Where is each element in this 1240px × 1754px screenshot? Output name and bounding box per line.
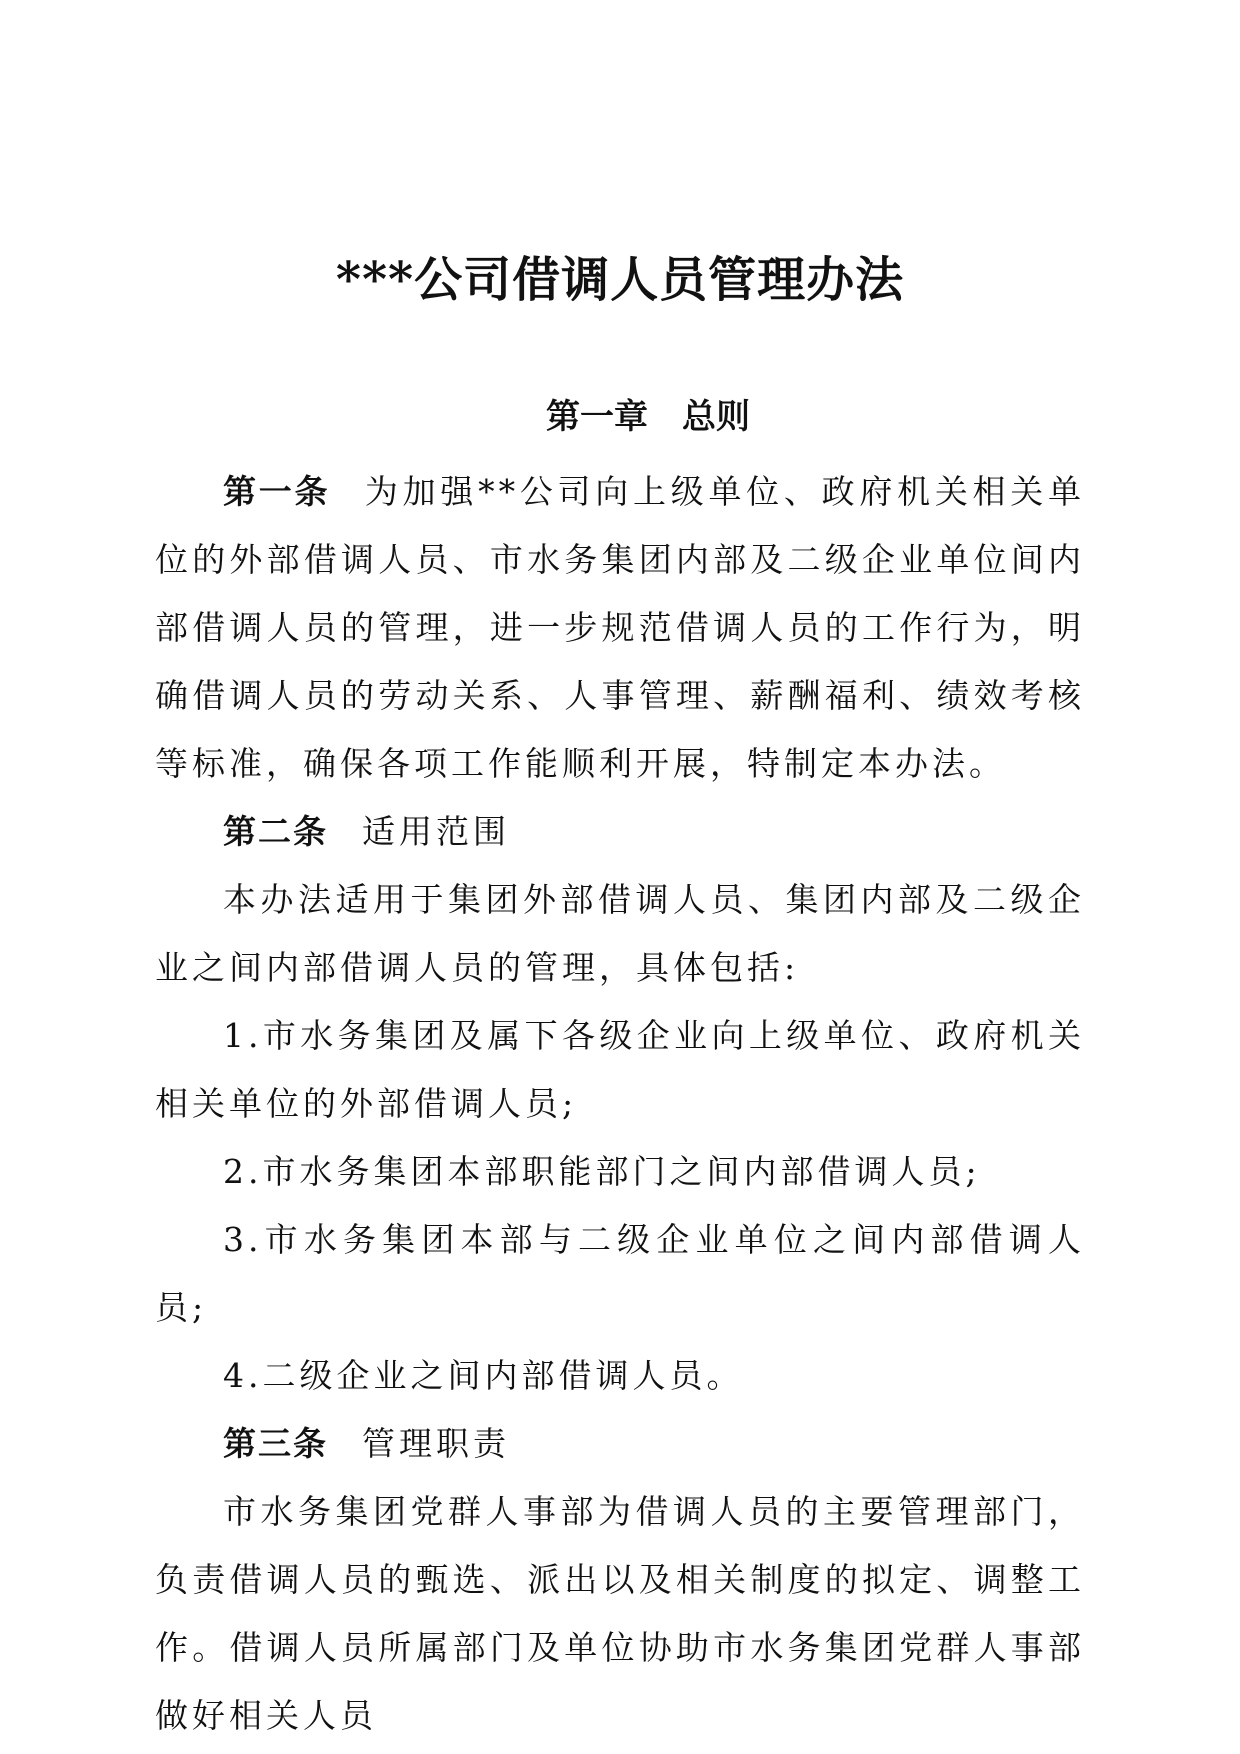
article-3-text: 管理职责 xyxy=(362,1424,510,1463)
document-title: ***公司借调人员管理办法 xyxy=(335,252,905,308)
article-1-text: 为加强**公司向上级单位、政府机关相关单位的外部借调人员、市水务集团内部及二级企业单位间内部借调人员的管理，进一步规范借调人员的工作行为，明确借调人员的劳动关系、人事管理、薪酬福利、绩效考核等标准，确保各项工作能顺利开展，特制定本办法。 xyxy=(155,472,1086,783)
scope-item-4: 4.二级企业之间内部借调人员。 xyxy=(223,1356,744,1395)
article-2 xyxy=(155,798,1085,866)
article-1 xyxy=(155,458,1085,798)
scope-item-1: 1.市水务集团及属下各级企业向上级单位、政府机关相关单位的外部借调人员; xyxy=(155,1016,1085,1123)
duty-paragraph: 市水务集团党群人事部为借调人员的主要管理部门，负责借调人员的甄选、派出以及相关制度的拟定、调整工作。借调人员所属部门及单位协助市水务集团党群人事部做好相关人员 xyxy=(155,1492,1085,1735)
article-3 xyxy=(155,1410,1085,1478)
chapter-name: 总则 xyxy=(682,397,750,437)
article-1-label: 第一条 xyxy=(223,472,331,511)
article-2-text: 适用范围 xyxy=(362,812,510,851)
article-3-label: 第三条 xyxy=(223,1424,328,1463)
chapter-heading xyxy=(0,395,1240,439)
document-body xyxy=(155,458,1085,1750)
scope-intro-paragraph: 本办法适用于集团外部借调人员、集团内部及二级企业之间内部借调人员的管理，具体包括: xyxy=(155,880,1085,987)
chapter-number: 第一章 xyxy=(546,397,648,437)
scope-item-3: 3.市水务集团本部与二级企业单位之间内部借调人员; xyxy=(155,1220,1085,1327)
scope-item-2: 2.市水务集团本部职能部门之间内部借调人员; xyxy=(223,1152,981,1191)
article-2-label: 第二条 xyxy=(223,812,328,851)
